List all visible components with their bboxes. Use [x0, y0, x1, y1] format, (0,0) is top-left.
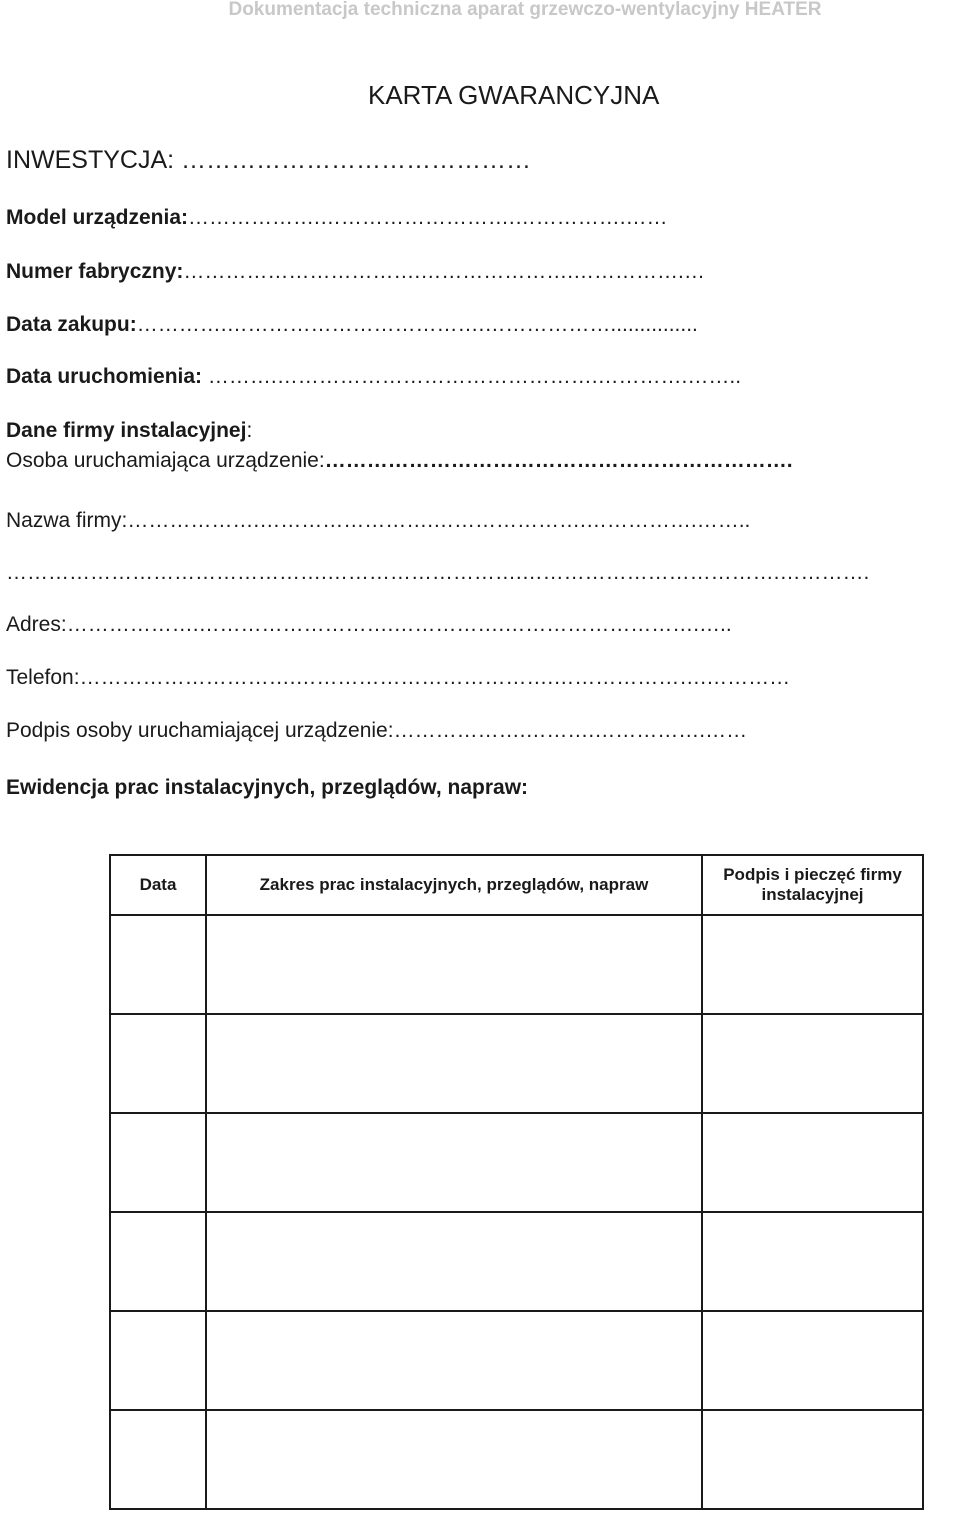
- field-data-uruchomienia-dots: ……….……………………………………….………….……..: [207, 365, 742, 388]
- field-data-uruchomienia-label: Data uruchomienia:: [6, 365, 208, 388]
- table-row: [110, 1311, 923, 1410]
- cell-signature[interactable]: [702, 915, 923, 1014]
- field-telefon[interactable]: [6, 665, 954, 691]
- cell-signature[interactable]: [702, 1113, 923, 1212]
- field-data-zakupu-dots: ………….……………………………….………………...............: [136, 313, 698, 336]
- table-row: [110, 1212, 923, 1311]
- cell-date[interactable]: [110, 915, 206, 1014]
- field-podpis[interactable]: [6, 718, 954, 744]
- field-telefon-label: Telefon:: [6, 666, 80, 689]
- ewidencja-table: [109, 854, 924, 1510]
- table-row: [110, 1410, 923, 1509]
- field-inwestycja-dots: ……………………………………: [181, 146, 532, 174]
- running-header: Dokumentacja techniczna aparat grzewczo-wentylacyjny HEATER: [228, 0, 822, 20]
- field-osoba[interactable]: [6, 448, 954, 474]
- cell-signature[interactable]: [702, 1014, 923, 1113]
- table-row: [110, 1014, 923, 1113]
- field-nazwa-firmy[interactable]: [6, 508, 954, 534]
- cell-signature[interactable]: [702, 1410, 923, 1509]
- ewidencja-heading: Ewidencja prac instalacyjnych, przeglądów, napraw:: [6, 776, 529, 799]
- field-adres-label: Adres:: [6, 613, 67, 636]
- cell-date[interactable]: [110, 1212, 206, 1311]
- field-nazwa-label: Nazwa firmy:: [6, 509, 128, 532]
- field-osoba-label: Osoba uruchamiająca urządzenie:: [6, 449, 325, 472]
- cell-date[interactable]: [110, 1410, 206, 1509]
- field-nazwa-dots: ……………….…………………….………………….…………….……..: [127, 509, 751, 532]
- cell-date[interactable]: [110, 1113, 206, 1212]
- field-model[interactable]: [6, 205, 954, 231]
- field-nazwa-continuation[interactable]: [6, 560, 954, 586]
- cell-scope[interactable]: [206, 1212, 702, 1311]
- field-podpis-dots: ……………….……….…………….……: [393, 719, 748, 742]
- cell-scope[interactable]: [206, 1113, 702, 1212]
- field-adres[interactable]: [6, 612, 954, 638]
- dane-firmy-colon: :: [246, 419, 253, 442]
- field-telefon-dots: ………………………….……………………………….………………….…………: [79, 666, 791, 689]
- field-data-zakupu-label: Data zakupu:: [6, 313, 137, 336]
- field-numer-fabryczny[interactable]: [6, 259, 954, 285]
- field-podpis-label: Podpis osoby uruchamiającej urządzenie:: [6, 719, 394, 742]
- field-osoba-dots: ………………………………………………………….: [324, 449, 793, 472]
- column-header-signature-line1: Podpis i pieczęć firmy: [723, 865, 902, 884]
- field-continuation-dots: ……………………………………….……………………….……………………………….………….: [6, 561, 870, 584]
- field-model-dots: ……………….……………………….…………….……: [188, 206, 668, 229]
- column-header-scope: Zakres prac instalacyjnych, przeglądów, napraw: [206, 855, 702, 915]
- document-title: KARTA GWARANCYJNA: [368, 80, 660, 110]
- cell-scope[interactable]: [206, 1014, 702, 1113]
- cell-scope[interactable]: [206, 1410, 702, 1509]
- field-data-zakupu[interactable]: [6, 312, 954, 338]
- dane-firmy-label: Dane firmy instalacyjnej: [6, 419, 247, 442]
- field-inwestycja[interactable]: [6, 145, 954, 175]
- column-header-date: Data: [110, 855, 206, 915]
- field-model-label: Model urządzenia:: [6, 206, 189, 229]
- field-adres-dots: ……………….……………………….…………….……………………….…..: [66, 613, 732, 636]
- cell-scope[interactable]: [206, 915, 702, 1014]
- cell-signature[interactable]: [702, 1212, 923, 1311]
- field-data-uruchomienia[interactable]: [6, 364, 954, 390]
- table-row: [110, 1113, 923, 1212]
- table-row: [110, 915, 923, 1014]
- cell-date[interactable]: [110, 1311, 206, 1410]
- cell-signature[interactable]: [702, 1311, 923, 1410]
- column-header-signature-line2: instalacyjnej: [761, 885, 864, 904]
- cell-scope[interactable]: [206, 1311, 702, 1410]
- field-inwestycja-label: INWESTYCJA:: [6, 146, 182, 174]
- field-numer-label: Numer fabryczny:: [6, 260, 184, 283]
- section-dane-firmy: [6, 418, 954, 444]
- column-header-signature: [702, 855, 923, 915]
- table-header-row: [110, 855, 923, 915]
- field-numer-dots: …………………………….………………….…………….…: [183, 260, 705, 283]
- cell-date[interactable]: [110, 1014, 206, 1113]
